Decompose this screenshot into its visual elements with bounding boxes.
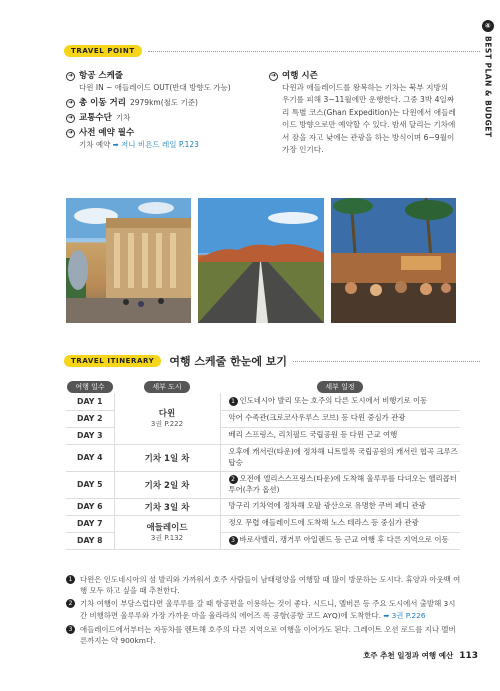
page-number: 113 bbox=[459, 651, 478, 661]
table-row bbox=[66, 515, 460, 532]
city-page-ref: 3권 P.222 bbox=[150, 420, 184, 429]
city-cell: 기차 2일 차 bbox=[114, 471, 220, 498]
footer-section-title: 호주 추천 일정과 여행 예산 bbox=[363, 651, 454, 660]
header-city bbox=[114, 380, 220, 393]
footnote-text: 애들레이드에서부터는 자동차를 렌트해 호주의 다른 지역으로 여행을 이어가도 된다. 그레이트 오션 로드를 지나 멜버른까지는 약 900km다. bbox=[80, 624, 456, 646]
header-days bbox=[66, 380, 114, 393]
distance-item bbox=[66, 97, 266, 109]
footnote-number: 2 bbox=[229, 475, 238, 484]
item-title: 항공 스케줄 bbox=[79, 71, 124, 81]
arrow-circle-icon: ➜ bbox=[67, 99, 74, 106]
day-cell: DAY 7 bbox=[66, 515, 114, 532]
city-cell: 기차 1일 차 bbox=[114, 444, 220, 471]
section-side-title bbox=[482, 20, 494, 138]
dotted-divider bbox=[148, 51, 480, 52]
schedule-cell bbox=[220, 532, 460, 549]
day-cell: DAY 6 bbox=[66, 498, 114, 515]
schedule-cell: 오후에 캐서린(타운)에 정차해 니트밀룩 국립공원의 캐서린 협곡 크루즈 탑승 bbox=[220, 444, 460, 471]
item-title: 교통수단 bbox=[79, 113, 112, 123]
footnote-text: 기차 여행이 부담스럽다면 울루루를 갈 때 항공편을 이용하는 것이 좋다. 시드니, 멜버른 등 주요 도시에서 출발해 3시간 비행하면 울루루와 가장 가까운 마을 율라라의 에어즈 록 공항(공항 코드 AYQ)에 도착한다. bbox=[80, 599, 456, 620]
arrow-circle-icon: ➜ bbox=[270, 72, 277, 79]
itinerary-title: 여행 스케줄 한눈에 보기 bbox=[169, 355, 288, 368]
night-market-photo bbox=[331, 198, 456, 323]
season-title: 여행 시즌 bbox=[282, 71, 318, 81]
reference-arrow-icon: ➡ bbox=[383, 611, 390, 620]
table-row bbox=[66, 498, 460, 515]
header-label: 세부 일정 bbox=[317, 381, 362, 393]
footnote-number: 2 bbox=[66, 599, 75, 608]
item-title: 사전 예약 필수 bbox=[79, 128, 135, 138]
footnote-number: 3 bbox=[66, 625, 75, 634]
arrow-circle-icon: ➜ bbox=[67, 114, 74, 121]
header-label: 여행 일수 bbox=[67, 381, 112, 393]
header-label: 세부 도시 bbox=[144, 381, 189, 393]
darwin-building-photo bbox=[66, 198, 191, 323]
travel-point-label: TRAVEL POINT bbox=[64, 45, 142, 57]
travel-itinerary-header bbox=[64, 353, 480, 369]
schedule-text: 인도네시아 발리 또는 호주의 다른 도시에서 비행기로 이동 bbox=[239, 396, 428, 405]
arrow-circle-icon: ➜ bbox=[67, 129, 74, 136]
day-cell: DAY 3 bbox=[66, 427, 114, 444]
footnote-text: 다윈은 인도네시아의 섬 발리와 가까워서 호주 사람들이 남태평양을 여행할 때 많이 방문하는 도시다. 휴양과 아웃백 여행 모두 하고 싶을 때 추천한다. bbox=[80, 575, 461, 596]
schedule-cell bbox=[220, 471, 460, 498]
item-sub: 다윈 IN ~ 애들레이드 OUT(반대 방향도 가능) bbox=[79, 83, 231, 92]
table-row bbox=[66, 471, 460, 498]
reference-arrow-icon: ➡ bbox=[112, 141, 119, 149]
footnote-number: 3 bbox=[229, 536, 238, 545]
chapter-badge: ④ bbox=[482, 20, 494, 32]
footnote-number: 1 bbox=[66, 575, 75, 584]
dotted-divider bbox=[293, 361, 480, 362]
uluru-road-photo bbox=[198, 198, 324, 323]
day-cell: DAY 8 bbox=[66, 532, 114, 549]
transport-item bbox=[66, 112, 266, 124]
city-cell bbox=[114, 393, 220, 444]
table-row bbox=[66, 393, 460, 410]
header-schedule bbox=[220, 380, 460, 393]
footnotes bbox=[66, 574, 462, 648]
footnote-number: 1 bbox=[229, 397, 238, 406]
item-value: 2979km(철도 기준) bbox=[129, 98, 198, 107]
travel-point-right-column bbox=[269, 70, 457, 156]
city-name: 다윈 bbox=[158, 409, 176, 420]
table-row bbox=[66, 444, 460, 471]
page-reference-link[interactable]: 3권 P.226 bbox=[391, 610, 426, 620]
item-title: 총 이동 거리 bbox=[79, 98, 126, 108]
footnote-item bbox=[66, 624, 462, 646]
schedule-text: 바로사밸리, 캥거루 아일랜드 등 근교 여행 후 다른 지역으로 이동 bbox=[239, 535, 449, 545]
city-page-ref: 3권 P.132 bbox=[150, 534, 184, 542]
footnote-item bbox=[66, 574, 462, 596]
arrow-circle-icon: ➜ bbox=[67, 72, 74, 79]
footnote-item bbox=[66, 598, 462, 621]
day-cell: DAY 5 bbox=[66, 471, 114, 498]
schedule-cell: 악어 수족관(크로코사우루스 코브) 등 다윈 중심가 관광 bbox=[220, 410, 460, 427]
city-cell: 기차 3일 차 bbox=[114, 498, 220, 515]
schedule-cell: 베리 스프링스, 리치필드 국립공원 등 다윈 근교 여행 bbox=[220, 427, 460, 444]
item-sub: 기차 예약 bbox=[79, 140, 111, 149]
travel-point-header bbox=[64, 44, 480, 58]
flight-schedule-item bbox=[66, 70, 266, 94]
schedule-cell bbox=[220, 393, 460, 410]
schedule-cell: 정오 무렵 애들레이드에 도착해 노스 테라스 등 중심가 관광 bbox=[220, 515, 460, 532]
day-cell: DAY 1 bbox=[66, 393, 114, 410]
city-name: 애들레이드 bbox=[146, 523, 188, 533]
side-title-text: BEST PLAN & BUDGET bbox=[483, 36, 493, 138]
reservation-item bbox=[66, 127, 266, 151]
schedule-text: 오전에 엘리스스프링스(타운)에 도착해 울루루를 다녀오는 헬리콥터 투어(추가 옵션) bbox=[228, 474, 457, 494]
schedule-cell: 망구리 기차역에 정차해 오팔 광산으로 유명한 쿠버 페디 관광 bbox=[220, 498, 460, 515]
item-value: 기차 bbox=[115, 113, 131, 122]
city-cell bbox=[114, 515, 220, 549]
travel-itinerary-label: TRAVEL ITINERARY bbox=[64, 355, 161, 367]
page-footer bbox=[363, 650, 478, 661]
day-cell: DAY 2 bbox=[66, 410, 114, 427]
itinerary-table bbox=[66, 380, 460, 550]
travel-point-left-column bbox=[66, 70, 266, 154]
page-reference-link[interactable]: 저니 비욘드 레일 P.123 bbox=[121, 140, 199, 149]
season-text: 다윈과 애들레이드를 왕복하는 기차는 북부 지방의 우기를 피해 3~11월에만 운행한다. 그중 3박 4일짜리 특별 코스(Ghan Expedition)는 다윈에서 애들레이드 방향으로만 예약할 수 있다. 밤새 달리는 기차에서 잠을 자고 낮에는 관광을 하는 방식이며 6~9월이 가장 인기다. bbox=[282, 83, 456, 155]
day-cell: DAY 4 bbox=[66, 444, 114, 471]
